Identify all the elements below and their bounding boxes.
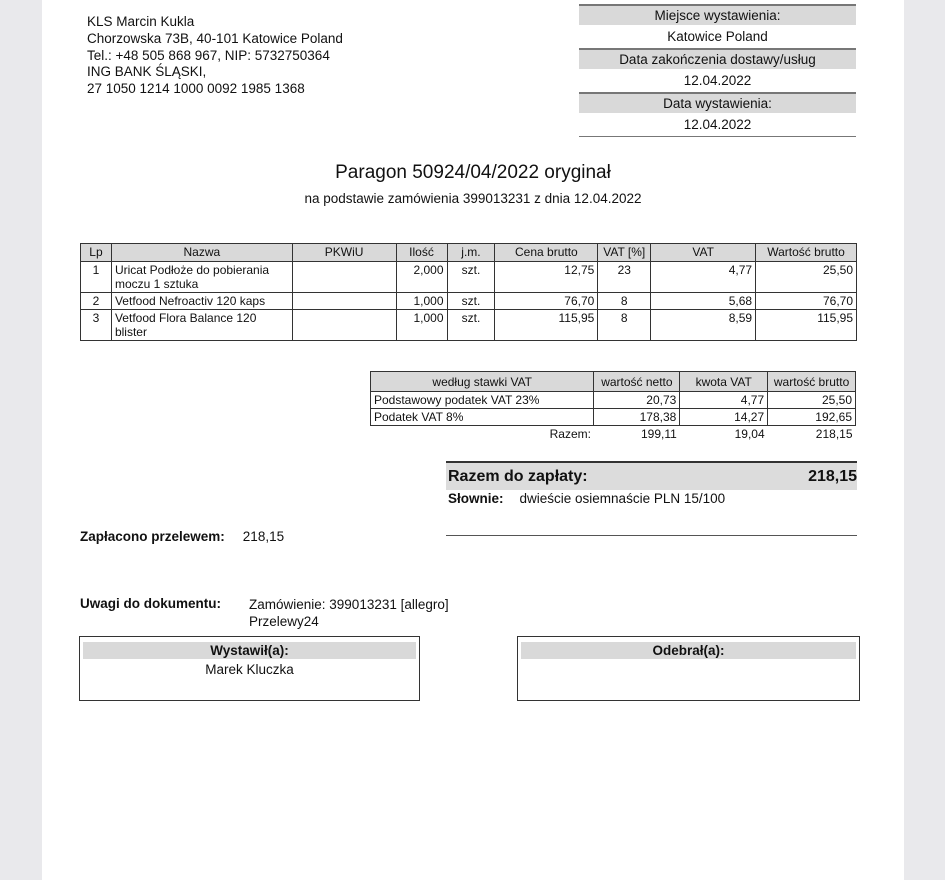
place-value: Katowice Poland: [667, 29, 768, 44]
amount-in-words-value: dwieście osiemnaście PLN 15/100: [519, 491, 726, 506]
header-lp: Lp: [81, 244, 112, 262]
total-to-pay: [446, 461, 857, 490]
cell-gross-value: 76,70: [756, 293, 857, 310]
delivery-date-value: 12.04.2022: [683, 73, 752, 88]
payment-value: 218,15: [242, 529, 285, 544]
header-quantity: Ilość: [396, 244, 447, 262]
cell-unit: szt.: [447, 310, 495, 341]
cell-lp: 2: [81, 293, 112, 310]
issue-date-label: Data wystawienia:: [579, 92, 856, 113]
cell-gross-value: 192,65: [768, 409, 856, 426]
receiver-label: Odebrał(a):: [521, 642, 856, 659]
table-row: [371, 392, 856, 409]
header-vat-rate: VAT [%]: [598, 244, 651, 262]
notes-line-1: Zamówienie: 399013231 [allegro]: [249, 597, 449, 612]
seller-account: 27 1050 1214 1000 0092 1985 1368: [87, 81, 305, 97]
cell-vat: 5,68: [651, 293, 756, 310]
cell-vat-amount: 4,77: [680, 392, 768, 409]
place-label: Miejsce wystawienia:: [579, 4, 856, 25]
header-gross-value: Wartość brutto: [756, 244, 857, 262]
items-header-row: [81, 244, 857, 262]
notes-label: Uwagi do dokumentu:: [80, 596, 221, 611]
vat-sum-row: [371, 426, 856, 443]
cell-gross-price: 12,75: [495, 262, 598, 293]
cell-quantity: 1,000: [396, 310, 447, 341]
seller-info: [87, 14, 343, 98]
header-vat-rate-group: według stawki VAT: [371, 372, 594, 392]
cell-vat-rate-group: Podstawowy podatek VAT 23%: [371, 392, 594, 409]
sum-gross: 218,15: [815, 427, 853, 441]
cell-pkwiu: [292, 310, 396, 341]
table-row: [371, 409, 856, 426]
cell-vat: 8,59: [651, 310, 756, 341]
document-meta: [579, 4, 856, 137]
document-page: [42, 0, 904, 880]
document-title: Paragon 50924/04/2022 oryginał: [335, 162, 611, 183]
cell-unit: szt.: [447, 293, 495, 310]
seller-name: KLS Marcin Kukla: [87, 14, 195, 29]
receiver-signature-box: [517, 636, 860, 701]
cell-gross-value: 115,95: [756, 310, 857, 341]
cell-lp: 3: [81, 310, 112, 341]
header-gross-price: Cena brutto: [495, 244, 598, 262]
amount-in-words-label: Słownie:: [448, 491, 504, 506]
header-pkwiu: PKWiU: [292, 244, 396, 262]
issuer-label: Wystawił(a):: [83, 642, 416, 659]
cell-vat-rate: 8: [598, 293, 651, 310]
cell-vat: 4,77: [651, 262, 756, 293]
cell-net-value: 178,38: [594, 409, 680, 426]
issuer-name: Marek Kluczka: [205, 662, 294, 677]
cell-name: Uricat Podłoże do pobierania moczu 1 sztuka: [111, 262, 292, 293]
header-gross-value: wartość brutto: [768, 372, 856, 392]
cell-vat-rate-group: Podatek VAT 8%: [371, 409, 594, 426]
total-to-pay-value: 218,15: [808, 468, 857, 485]
cell-unit: szt.: [447, 262, 495, 293]
header-net-value: wartość netto: [594, 372, 680, 392]
table-row: [81, 262, 857, 293]
document-subtitle: na podstawie zamówienia 399013231 z dnia 12.04.2022: [304, 191, 642, 206]
header-vat-amount: kwota VAT: [680, 372, 768, 392]
cell-quantity: 1,000: [396, 293, 447, 310]
items-table: [80, 243, 857, 341]
divider: [446, 535, 857, 536]
cell-quantity: 2,000: [396, 262, 447, 293]
cell-name: Vetfood Nefroactiv 120 kaps: [111, 293, 292, 310]
delivery-date-label: Data zakończenia dostawy/usług: [579, 48, 856, 69]
notes-value: [249, 596, 449, 630]
cell-gross-price: 76,70: [495, 293, 598, 310]
sum-net: 199,11: [641, 427, 677, 441]
payment-info: [80, 529, 284, 544]
cell-vat-amount: 14,27: [680, 409, 768, 426]
notes-line-2: Przelewy24: [249, 614, 319, 629]
cell-lp: 1: [81, 262, 112, 293]
header-vat: VAT: [651, 244, 756, 262]
seller-street: Chorzowska 73B, 40-101 Katowice Poland: [87, 30, 343, 46]
sum-label: Razem:: [549, 427, 591, 441]
header-unit: j.m.: [447, 244, 495, 262]
seller-contact: Tel.: +48 505 868 967, NIP: 5732750364: [87, 47, 330, 63]
issue-date-value: 12.04.2022: [579, 113, 856, 137]
table-row: [81, 293, 857, 310]
amount-in-words: [448, 491, 725, 506]
cell-pkwiu: [292, 293, 396, 310]
seller-bank: ING BANK ŚLĄSKI,: [87, 64, 207, 80]
cell-vat-rate: 8: [598, 310, 651, 341]
table-row: [81, 310, 857, 341]
vat-summary-table: [370, 371, 856, 442]
issuer-signature-box: [79, 636, 420, 701]
cell-pkwiu: [292, 262, 396, 293]
sum-vat: 19,04: [734, 427, 765, 441]
header-name: Nazwa: [111, 244, 292, 262]
cell-vat-rate: 23: [598, 262, 651, 293]
payment-label: Zapłacono przelewem:: [80, 529, 225, 544]
cell-net-value: 20,73: [594, 392, 680, 409]
cell-name: Vetfood Flora Balance 120 blister: [111, 310, 292, 341]
total-to-pay-label: Razem do zapłaty:: [448, 468, 588, 485]
vat-header-row: [371, 372, 856, 392]
cell-gross-value: 25,50: [768, 392, 856, 409]
cell-gross-price: 115,95: [495, 310, 598, 341]
cell-gross-value: 25,50: [756, 262, 857, 293]
